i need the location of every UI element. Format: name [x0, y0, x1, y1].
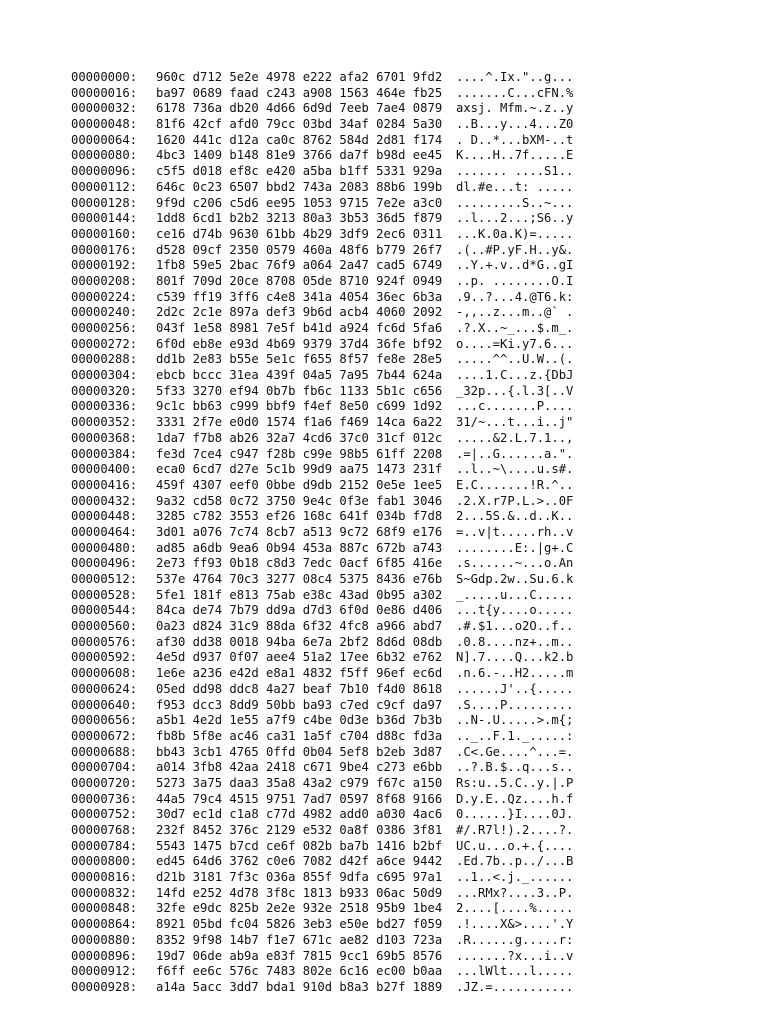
row-ascii: =..v|t.....rh..v: [456, 524, 574, 539]
hex-row: [71, 807, 586, 823]
hex-row: [71, 117, 586, 133]
row-ascii: ...RMx?....3..P.: [456, 885, 574, 900]
row-hex-bytes: 14fd e252 4d78 3f8c 1813 b933 06ac 50d9: [156, 885, 443, 900]
row-hex-bytes: eca0 6cd7 d27e 5c1b 99d9 aa75 1473 231f: [156, 462, 443, 477]
row-offset: 00000736:: [71, 791, 138, 806]
row-hex-bytes: 8352 9f98 14b7 f1e7 671c ae82 d103 723a: [156, 932, 443, 947]
row-ascii: .(..#P.yF.H..y&.: [456, 242, 574, 257]
row-offset: 00000816:: [71, 870, 138, 885]
row-hex-bytes: 4bc3 1409 b148 81e9 3766 da7f b98d ee45: [156, 148, 443, 163]
row-offset: 00000432:: [71, 493, 138, 508]
row-ascii: .......?x...i..v: [456, 948, 574, 963]
row-offset: 00000176:: [71, 242, 138, 257]
row-hex-bytes: 6178 736a db20 4d66 6d9d 7eeb 7ae4 0879: [156, 101, 443, 116]
row-hex-bytes: d528 09cf 2350 0579 460a 48f6 b779 26f7: [156, 242, 443, 257]
row-offset: 00000624:: [71, 681, 138, 696]
row-ascii: 0......}I....0J.: [456, 807, 574, 822]
hex-row: [71, 384, 586, 400]
row-offset: 00000912:: [71, 964, 138, 979]
hex-row: [71, 854, 586, 870]
row-ascii: ..?.B.$..q...s..: [456, 760, 574, 775]
row-ascii: ...K.0a.K)=.....: [456, 226, 574, 241]
row-hex-bytes: f953 dcc3 8dd9 50bb ba93 c7ed c9cf da97: [156, 697, 443, 712]
row-offset: 00000240:: [71, 305, 138, 320]
row-ascii: .2.X.r7P.L.>..0F: [456, 493, 574, 508]
row-ascii: .0.8....nz+..m..: [456, 634, 574, 649]
row-hex-bytes: fe3d 7ce4 c947 f28b c99e 98b5 61ff 2208: [156, 446, 443, 461]
row-offset: 00000544:: [71, 603, 138, 618]
row-hex-bytes: ba97 0689 faad c243 a908 1563 464e fb25: [156, 85, 443, 100]
row-offset: 00000080:: [71, 148, 138, 163]
row-ascii: .....&2.L.7.1..,: [456, 430, 574, 445]
row-ascii: 2....[....%.....: [456, 901, 574, 916]
row-ascii: ..N-.U.....>.m{;: [456, 713, 574, 728]
hex-row: [71, 619, 586, 635]
row-offset: 00000704:: [71, 760, 138, 775]
row-offset: 00000224:: [71, 289, 138, 304]
row-ascii: .s......~...o.An: [456, 556, 574, 571]
hex-row: [71, 556, 586, 572]
row-ascii: ...c.......P....: [456, 399, 574, 414]
row-offset: 00000800:: [71, 854, 138, 869]
row-ascii: ........E:.|g+.C: [456, 540, 574, 555]
hex-row: [71, 650, 586, 666]
row-hex-bytes: ebcb bccc 31ea 439f 04a5 7a95 7b44 624a: [156, 368, 443, 383]
hex-row: [71, 86, 586, 102]
hex-row: [71, 823, 586, 839]
row-offset: 00000000:: [71, 70, 138, 84]
hex-row: [71, 368, 586, 384]
hex-row: [71, 196, 586, 212]
row-ascii: .S....P.........: [456, 697, 574, 712]
hex-row: [71, 101, 586, 117]
hex-row: [71, 180, 586, 196]
row-hex-bytes: 2e73 ff93 0b18 c8d3 7edc 0acf 6f85 416e: [156, 556, 443, 571]
row-ascii: UC.u...o.+.{....: [456, 838, 574, 853]
row-offset: 00000592:: [71, 650, 138, 665]
row-ascii: N].7....Q...k2.b: [456, 650, 574, 665]
row-ascii: .C<.Ge....^...=.: [456, 744, 574, 759]
row-hex-bytes: 84ca de74 7b79 dd9a d7d3 6f0d 0e86 d406: [156, 603, 443, 618]
row-offset: 00000880:: [71, 932, 138, 947]
hex-row: [71, 243, 586, 259]
row-offset: 00000656:: [71, 713, 138, 728]
row-hex-bytes: 9a32 cd58 0c72 3750 9e4c 0f3e fab1 3046: [156, 493, 443, 508]
hex-row: [71, 462, 586, 478]
row-hex-bytes: 9c1c bb63 c999 bbf9 f4ef 8e50 c699 1d92: [156, 399, 443, 414]
row-offset: 00000352:: [71, 415, 138, 430]
row-offset: 00000608:: [71, 666, 138, 681]
row-offset: 00000160:: [71, 226, 138, 241]
hex-row: [71, 792, 586, 808]
row-ascii: .......C...cFN.%: [456, 85, 574, 100]
row-hex-bytes: ce16 d74b 9630 61bb 4b29 3df9 2ec6 0311: [156, 226, 443, 241]
row-hex-bytes: 81f6 42cf afd0 79cc 03bd 34af 0284 5a30: [156, 117, 443, 132]
row-hex-bytes: 5f33 3270 ef94 0b7b fb6c 1133 5b1c c656: [156, 383, 443, 398]
row-offset: 00000896:: [71, 948, 138, 963]
row-hex-bytes: 3d01 a076 7c74 8cb7 a513 9c72 68f9 e176: [156, 524, 443, 539]
row-ascii: .n.6.-..H2.....m: [456, 666, 574, 681]
row-hex-bytes: c539 ff19 3ff6 c4e8 341a 4054 36ec 6b3a: [156, 289, 443, 304]
row-hex-bytes: 9f9d c206 c5d6 ee95 1053 9715 7e2e a3c0: [156, 195, 443, 210]
row-offset: 00000016:: [71, 85, 138, 100]
row-hex-bytes: 537e 4764 70c3 3277 08c4 5375 8436 e76b: [156, 572, 443, 586]
hex-row: [71, 290, 586, 306]
row-ascii: Rs:u..5.C..y.|.P: [456, 775, 574, 790]
row-hex-bytes: 44a5 79c4 4515 9751 7ad7 0597 8f68 9166: [156, 791, 443, 806]
row-hex-bytes: c5f5 d018 ef8c e420 a5ba b1ff 5331 929a: [156, 164, 443, 179]
hex-dump: [71, 70, 586, 996]
row-hex-bytes: 1fb8 59e5 2bac 76f9 a064 2a47 cad5 6749: [156, 258, 443, 273]
row-ascii: .!....X&>....'.Y: [456, 917, 574, 932]
row-offset: 00000672:: [71, 728, 138, 743]
row-offset: 00000256:: [71, 321, 138, 335]
hex-row: [71, 211, 586, 227]
row-offset: 00000768:: [71, 823, 138, 837]
hex-row: [71, 603, 586, 619]
row-hex-bytes: 5273 3a75 daa3 35a8 43a2 c979 f67c a150: [156, 775, 443, 790]
row-hex-bytes: fb8b 5f8e ac46 ca31 1a5f c704 d88c fd3a: [156, 728, 443, 743]
hex-row: [71, 886, 586, 902]
row-hex-bytes: ed45 64d6 3762 c0e6 7082 d42f a6ce 9442: [156, 854, 443, 869]
row-ascii: ......J'..{.....: [456, 681, 574, 696]
row-ascii: .Ed.7b..p../...B: [456, 854, 574, 869]
row-ascii: ...lWlt...l.....: [456, 964, 574, 979]
hex-row: [71, 164, 586, 180]
row-ascii: .R......g.....r:: [456, 932, 574, 947]
row-hex-bytes: dd1b 2e83 b55e 5e1c f655 8f57 fe8e 28e5: [156, 352, 443, 367]
row-hex-bytes: 32fe e9dc 825b 2e2e 932e 2518 95b9 1be4: [156, 901, 443, 916]
row-hex-bytes: 960c d712 5e2e 4978 e222 afa2 6701 9fd2: [156, 70, 443, 84]
row-ascii: o....=Ki.y7.6...: [456, 336, 574, 351]
row-ascii: S~Gdp.2w..Su.6.k: [456, 572, 574, 586]
hex-row: [71, 917, 586, 933]
row-offset: 00000144:: [71, 211, 138, 226]
hex-row: [71, 949, 586, 965]
row-hex-bytes: 3285 c782 3553 ef26 168c 641f 034b f7d8: [156, 509, 443, 524]
row-offset: 00000192:: [71, 258, 138, 273]
row-hex-bytes: 8921 05bd fc04 5826 3eb3 e50e bd27 f059: [156, 917, 443, 932]
row-ascii: K....H..7f.....E: [456, 148, 574, 163]
hex-row: [71, 541, 586, 557]
row-hex-bytes: 2d2c 2c1e 897a def3 9b6d acb4 4060 2092: [156, 305, 443, 320]
hex-row: [71, 447, 586, 463]
row-ascii: 31/~...t...i..j": [456, 415, 574, 430]
row-ascii: .=|..G......a.".: [456, 446, 574, 461]
hex-row: [71, 258, 586, 274]
hex-row: [71, 839, 586, 855]
row-hex-bytes: 459f 4307 eef0 0bbe d9db 2152 0e5e 1ee5: [156, 477, 443, 492]
row-offset: 00000640:: [71, 697, 138, 712]
row-ascii: ..B...y...4...Z0: [456, 117, 574, 132]
row-ascii: ..l...2...;S6..y: [456, 211, 574, 226]
hex-row: [71, 415, 586, 431]
row-offset: 00000320:: [71, 383, 138, 398]
hex-row: [71, 352, 586, 368]
row-offset: 00000384:: [71, 446, 138, 461]
hex-row: [71, 148, 586, 164]
row-offset: 00000048:: [71, 117, 138, 132]
row-ascii: ..1..<.j._......: [456, 870, 574, 885]
row-hex-bytes: 0a23 d824 31c9 88da 6f32 4fc8 a966 abd7: [156, 619, 443, 634]
row-hex-bytes: 5fe1 181f e813 75ab e38c 43ad 0b95 a302: [156, 587, 443, 602]
hex-row: [71, 478, 586, 494]
row-hex-bytes: bb43 3cb1 4765 0ffd 0b04 5ef8 b2eb 3d87: [156, 744, 443, 759]
row-offset: 00000272:: [71, 336, 138, 351]
row-offset: 00000464:: [71, 524, 138, 539]
hex-row: [71, 588, 586, 604]
row-offset: 00000752:: [71, 807, 138, 822]
row-offset: 00000416:: [71, 477, 138, 492]
hex-row: [71, 525, 586, 541]
hex-row: [71, 321, 586, 337]
row-ascii: ....1.C...z.{DbJ: [456, 368, 574, 383]
row-hex-bytes: 043f 1e58 8981 7e5f b41d a924 fc6d 5fa6: [156, 321, 443, 335]
row-offset: 00000864:: [71, 917, 138, 932]
row-offset: 00000096:: [71, 164, 138, 179]
row-ascii: .9..?...4.@T6.k:: [456, 289, 574, 304]
row-ascii: .....^^..U.W..(.: [456, 352, 574, 367]
row-ascii: .._..F.1._.....:: [456, 728, 574, 743]
row-ascii: -,,..z...m..@` .: [456, 305, 574, 320]
hex-row: [71, 274, 586, 290]
row-offset: 00000560:: [71, 619, 138, 634]
row-hex-bytes: 646c 0c23 6507 bbd2 743a 2083 88b6 199b: [156, 179, 443, 194]
row-ascii: ...t{y....o.....: [456, 603, 574, 618]
row-offset: 00000832:: [71, 885, 138, 900]
row-hex-bytes: 19d7 06de ab9a e83f 7815 9cc1 69b5 8576: [156, 948, 443, 963]
row-hex-bytes: 1e6e a236 e42d e8a1 4832 f5ff 96ef ec6d: [156, 666, 443, 681]
row-offset: 00000112:: [71, 179, 138, 194]
row-hex-bytes: 05ed dd98 ddc8 4a27 beaf 7b10 f4d0 8618: [156, 681, 443, 696]
hex-row: [71, 635, 586, 651]
row-offset: 00000064:: [71, 132, 138, 147]
row-ascii: ....^.Ix."..g...: [456, 70, 574, 84]
row-offset: 00000208:: [71, 273, 138, 288]
hex-row: [71, 933, 586, 949]
hex-row: [71, 494, 586, 510]
row-offset: 00000928:: [71, 979, 138, 994]
hex-row: [71, 337, 586, 353]
row-offset: 00000784:: [71, 838, 138, 853]
row-offset: 00000720:: [71, 775, 138, 790]
hex-row: [71, 745, 586, 761]
hex-row: [71, 698, 586, 714]
hex-row: [71, 399, 586, 415]
row-offset: 00000032:: [71, 101, 138, 116]
hex-row: [71, 70, 586, 86]
hex-row: [71, 980, 586, 996]
row-offset: 00000400:: [71, 462, 138, 477]
row-offset: 00000528:: [71, 587, 138, 602]
row-offset: 00000576:: [71, 634, 138, 649]
row-offset: 00000496:: [71, 556, 138, 571]
hex-row: [71, 572, 586, 588]
hex-row: [71, 870, 586, 886]
row-offset: 00000848:: [71, 901, 138, 916]
row-hex-bytes: d21b 3181 7f3c 036a 855f 9dfa c695 97a1: [156, 870, 443, 885]
row-hex-bytes: 801f 709d 20ce 8708 05de 8710 924f 0949: [156, 273, 443, 288]
hex-row: [71, 666, 586, 682]
row-ascii: .#.$1...o2O..f..: [456, 619, 574, 634]
hex-row: [71, 760, 586, 776]
row-hex-bytes: 1620 441c d12a ca0c 8762 584d 2d81 f174: [156, 132, 443, 147]
row-hex-bytes: 4e5d d937 0f07 aee4 51a2 17ee 6b32 e762: [156, 650, 443, 665]
row-ascii: _32p...{.l.3[..V: [456, 383, 574, 398]
row-hex-bytes: a14a 5acc 3dd7 bda1 910d b8a3 b27f 1889: [156, 979, 443, 994]
row-ascii: dl.#e...t: .....: [456, 179, 574, 194]
hex-row: [71, 431, 586, 447]
row-offset: 00000512:: [71, 572, 138, 586]
hex-row: [71, 964, 586, 980]
row-hex-bytes: 3331 2f7e e0d0 1574 f1a6 f469 14ca 6a22: [156, 415, 443, 430]
hex-row: [71, 682, 586, 698]
row-hex-bytes: 1dd8 6cd1 b2b2 3213 80a3 3b53 36d5 f879: [156, 211, 443, 226]
row-ascii: ..Y.+.v..d*G..gI: [456, 258, 574, 273]
hex-row: [71, 227, 586, 243]
row-ascii: axsj. Mfm.~.z..y: [456, 101, 574, 116]
row-offset: 00000336:: [71, 399, 138, 414]
row-offset: 00000128:: [71, 195, 138, 210]
hex-row: [71, 776, 586, 792]
row-offset: 00000480:: [71, 540, 138, 555]
row-ascii: . D..*...bXM-..t: [456, 132, 574, 147]
row-ascii: .JZ.=...........: [456, 979, 574, 994]
row-offset: 00000304:: [71, 368, 138, 383]
hex-row: [71, 509, 586, 525]
row-hex-bytes: 6f0d eb8e e93d 4b69 9379 37d4 36fe bf92: [156, 336, 443, 351]
row-ascii: ..p. ........O.I: [456, 273, 574, 288]
row-hex-bytes: a014 3fb8 42aa 2418 c671 9be4 c273 e6bb: [156, 760, 443, 775]
row-ascii: #/.R7l!).2....?.: [456, 823, 574, 837]
hex-row: [71, 901, 586, 917]
row-offset: 00000448:: [71, 509, 138, 524]
hex-row: [71, 729, 586, 745]
row-offset: 00000368:: [71, 430, 138, 445]
row-hex-bytes: 232f 8452 376c 2129 e532 0a8f 0386 3f81: [156, 823, 443, 837]
row-ascii: _.....u...C.....: [456, 587, 574, 602]
row-ascii: 2...5S.&..d..K..: [456, 509, 574, 524]
row-hex-bytes: af30 dd38 0018 94ba 6e7a 2bf2 8d6d 08db: [156, 634, 443, 649]
row-hex-bytes: f6ff ee6c 576c 7483 802e 6c16 ec00 b0aa: [156, 964, 443, 979]
row-ascii: .?.X..~_...$.m_.: [456, 321, 574, 335]
row-ascii: E.C.......!R.^..: [456, 477, 574, 492]
row-ascii: .........S..~...: [456, 195, 574, 210]
row-hex-bytes: 5543 1475 b7cd ce6f 082b ba7b 1416 b2bf: [156, 838, 443, 853]
row-offset: 00000288:: [71, 352, 138, 367]
row-hex-bytes: ad85 a6db 9ea6 0b94 453a 887c 672b a743: [156, 540, 443, 555]
row-ascii: D.y.E..Qz....h.f: [456, 791, 574, 806]
row-hex-bytes: 1da7 f7b8 ab26 32a7 4cd6 37c0 31cf 012c: [156, 430, 443, 445]
row-hex-bytes: a5b1 4e2d 1e55 a7f9 c4be 0d3e b36d 7b3b: [156, 713, 443, 728]
row-hex-bytes: 30d7 ec1d c1a8 c77d 4982 add0 a030 4ac6: [156, 807, 443, 822]
row-ascii: ..l..~\....u.s#.: [456, 462, 574, 477]
hex-row: [71, 305, 586, 321]
hex-row: [71, 133, 586, 149]
row-offset: 00000688:: [71, 744, 138, 759]
hex-row: [71, 713, 586, 729]
row-ascii: ....... ....S1..: [456, 164, 574, 179]
